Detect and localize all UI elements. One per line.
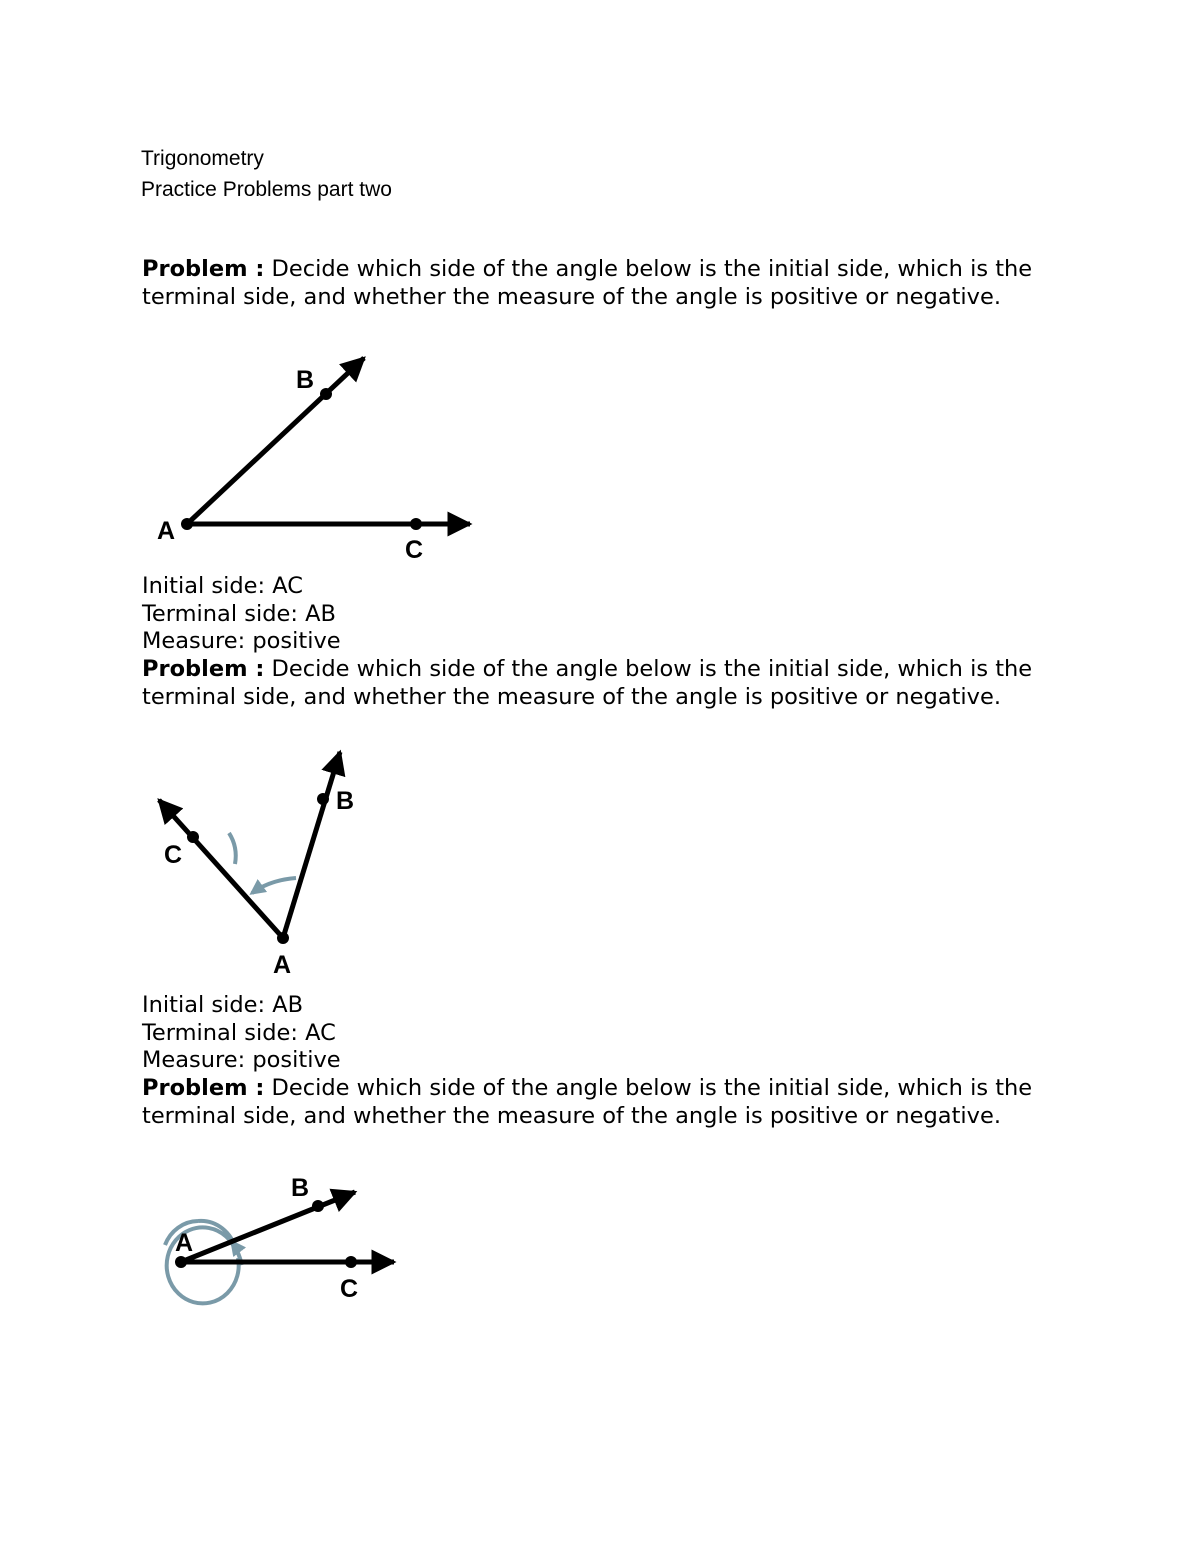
point-b-label: B: [336, 787, 355, 815]
vertex-point: [181, 518, 193, 530]
initial-side-answer: Initial side: AC: [142, 573, 303, 599]
angle-figure-1: [0, 340, 520, 580]
answer-2: [142, 992, 341, 1075]
point-b: [312, 1200, 324, 1212]
ray-ac: [159, 800, 283, 938]
ray-ab: [187, 358, 364, 524]
problem-text: Decide which side of the angle below is the initial side, which is the terminal side, and whether the measure of the angle is positive or negative.: [142, 1075, 1033, 1129]
problem-label: Problem :: [142, 1075, 265, 1101]
angle-figure-3: [0, 1170, 420, 1310]
terminal-side-answer: Terminal side: AB: [142, 600, 336, 627]
problem-text: Decide which side of the angle below is the initial side, which is the terminal side, and whether the measure of the angle is positive or negative.: [142, 656, 1033, 710]
point-c-label: C: [405, 536, 424, 564]
point-c: [345, 1256, 357, 1268]
document-title: Trigonometry: [141, 147, 264, 170]
point-c-label: C: [340, 1275, 359, 1303]
point-b: [317, 793, 329, 805]
point-c-label: C: [164, 841, 183, 869]
angle-arc: [252, 878, 296, 893]
ray-ab: [283, 752, 340, 938]
initial-side-answer: Initial side: AB: [142, 992, 304, 1018]
angle-figure-2: [0, 740, 420, 985]
problem-3-statement: [142, 1075, 1042, 1130]
problem-label: Problem :: [142, 256, 265, 282]
point-b-label: B: [296, 366, 315, 394]
point-b: [320, 388, 332, 400]
vertex-point: [277, 932, 289, 944]
point-c: [410, 518, 422, 530]
document-subtitle: Practice Problems part two: [141, 178, 392, 201]
point-c: [187, 831, 199, 843]
problem-label: Problem :: [142, 656, 265, 682]
problem-1-statement: [142, 256, 1042, 311]
problem-2-statement: [142, 656, 1042, 711]
vertex-label: A: [157, 517, 176, 545]
measure-answer: Measure: positive: [142, 628, 341, 654]
vertex-label: A: [175, 1229, 194, 1257]
measure-answer: Measure: positive: [142, 1047, 341, 1073]
answer-1: [142, 573, 341, 656]
vertex-point: [175, 1256, 187, 1268]
vertex-label: A: [273, 951, 292, 979]
point-b-label: B: [291, 1174, 310, 1202]
terminal-side-answer: Terminal side: AC: [142, 1019, 336, 1046]
problem-text: Decide which side of the angle below is the initial side, which is the terminal side, and whether the measure of the angle is positive or negative.: [142, 256, 1033, 310]
document-header: [141, 143, 392, 205]
